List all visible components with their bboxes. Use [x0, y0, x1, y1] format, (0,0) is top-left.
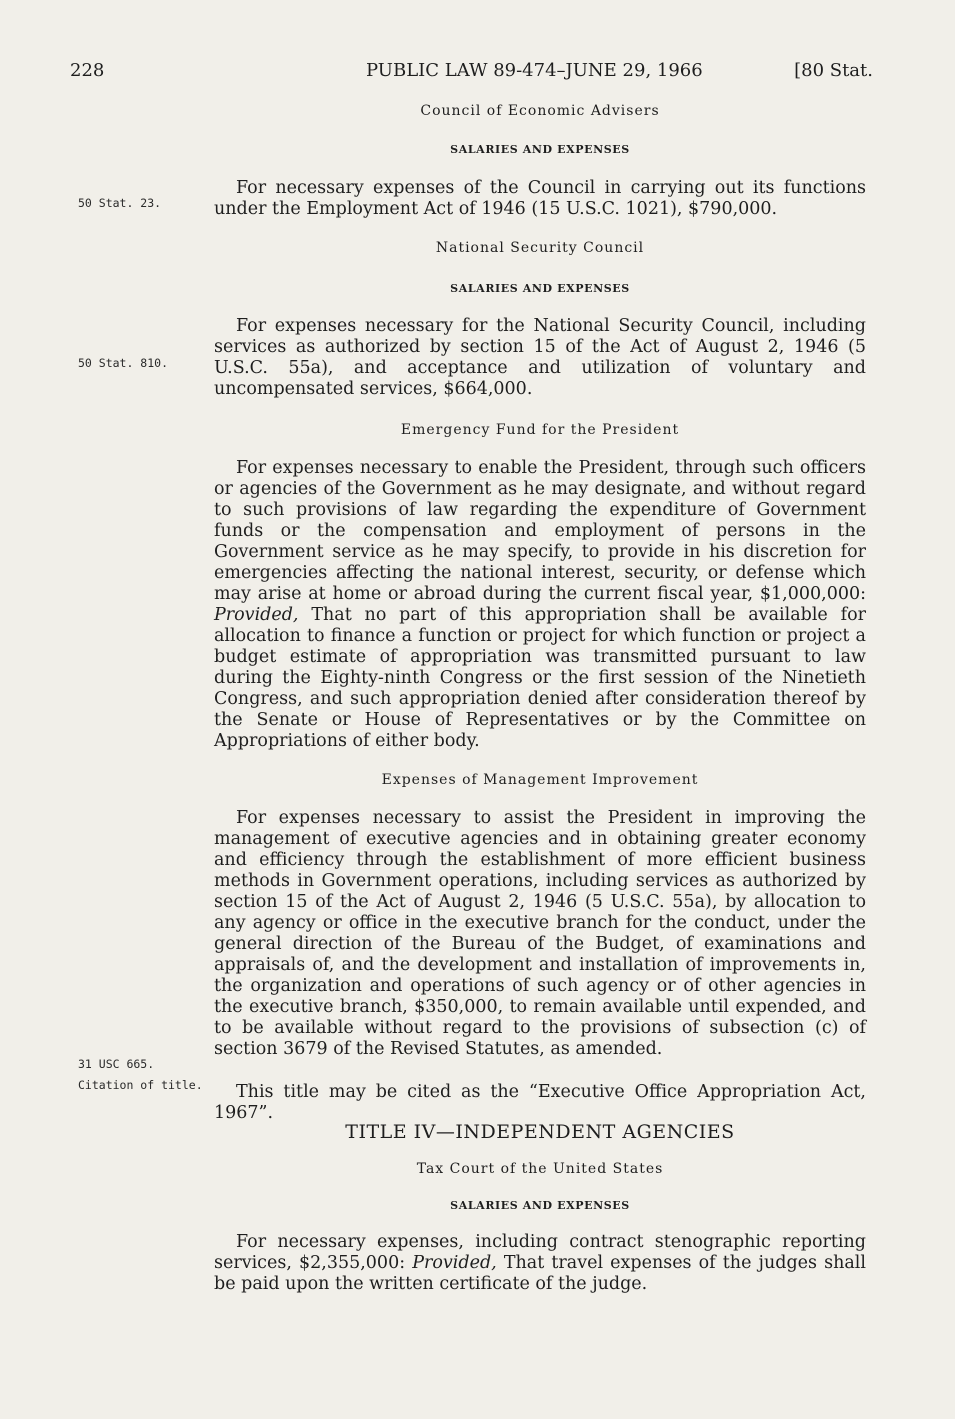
page-number: 228 [70, 60, 105, 81]
title-iv-heading: TITLE IV—INDEPENDENT AGENCIES [345, 1121, 735, 1143]
tax-court-text-after: That travel expenses of the judges shall be paid upon the written certificate of the judge. [214, 1253, 866, 1294]
section-heading-nsc: National Security Council [435, 240, 645, 256]
emergency-text-before: For expenses necessary to enable the President, through such officers or agencies of the Government as he may designate, and without regard to such provisions of law regarding the expenditure of Government funds or the compensation and employment of persons in the Government service as he may specify, to provide in his discretion for emergencies affecting the national interest, security, or defense which may arise at home or abroad during the current fiscal year, $1,000,000: [214, 458, 866, 604]
paragraph-cea: For necessary expenses of the Council in carrying out its functions under the Employment Act of 1946 (15 U.S.C. 1021), $790,000. [214, 178, 866, 219]
section-subheading-cea: SALARIES AND EXPENSES [450, 143, 630, 156]
running-header [0, 60, 955, 84]
emergency-proviso: Provided, [214, 605, 299, 625]
tax-court-proviso: Provided, [412, 1253, 497, 1273]
margin-note-nsc: 50 Stat. 810. [78, 356, 169, 370]
running-title: PUBLIC LAW 89-474–JUNE 29, 1966 [366, 60, 703, 81]
margin-note-cea: 50 Stat. 23. [78, 196, 162, 210]
tax-court-text-before: For necessary expenses, including contract stenographic reporting services, $2,355,000: [214, 1232, 866, 1273]
paragraph-tax-court [214, 1232, 866, 1295]
section-heading-tax-court: Tax Court of the United States [416, 1161, 664, 1177]
statute-reference: [80 Stat. [794, 60, 873, 81]
margin-note-citation: Citation of title. [78, 1078, 203, 1092]
paragraph-emergency [214, 458, 866, 752]
section-heading-management: Expenses of Management Improvement [381, 772, 699, 788]
margin-note-usc: 31 USC 665. [78, 1057, 155, 1071]
emergency-text-after: That no part of this appropriation shall be available for allocation to finance a function or project for which function or project a budget estimate of appropriation was transmitted pursuant to law during the Eighty-ninth Congress or the first session of the Ninetieth Congress, and such appropriation denied after consideration thereof by the Senate or House of Representatives or by the Committee on Appropriations of either body. [214, 605, 866, 751]
section-heading-cea: Council of Economic Advisers [420, 103, 660, 119]
section-heading-emergency: Emergency Fund for the President [400, 422, 680, 438]
paragraph-management: For expenses necessary to assist the President in improving the management of executive agencies and in obtaining greater economy and efficiency through the establishment of more efficient business methods in Government operations, including services as authorized by section 15 of the Act of August 2, 1946 (5 U.S.C. 55a), by allocation to any agency or office in the executive branch for the conduct, under the general direction of the Bureau of the Budget, of examinations and appraisals of, and the development and installation of improvements in, the organization and operations of such agency or of other agencies in the executive branch, $350,000, to remain available until expended, and to be available without regard to the provisions of subsection (c) of section 3679 of the Revised Statutes, as amended. [214, 808, 866, 1059]
section-subheading-tax-court: SALARIES AND EXPENSES [450, 1199, 630, 1212]
section-subheading-nsc: SALARIES AND EXPENSES [450, 282, 630, 295]
paragraph-nsc: For expenses necessary for the National Security Council, including services as authorized by section 15 of the Act of August 2, 1946 (5 U.S.C. 55a), and acceptance and utilization of voluntary and uncompensated services, $664,000. [214, 316, 866, 399]
paragraph-citation: This title may be cited as the “Executive Office Appropriation Act, 1967”. [214, 1082, 866, 1123]
